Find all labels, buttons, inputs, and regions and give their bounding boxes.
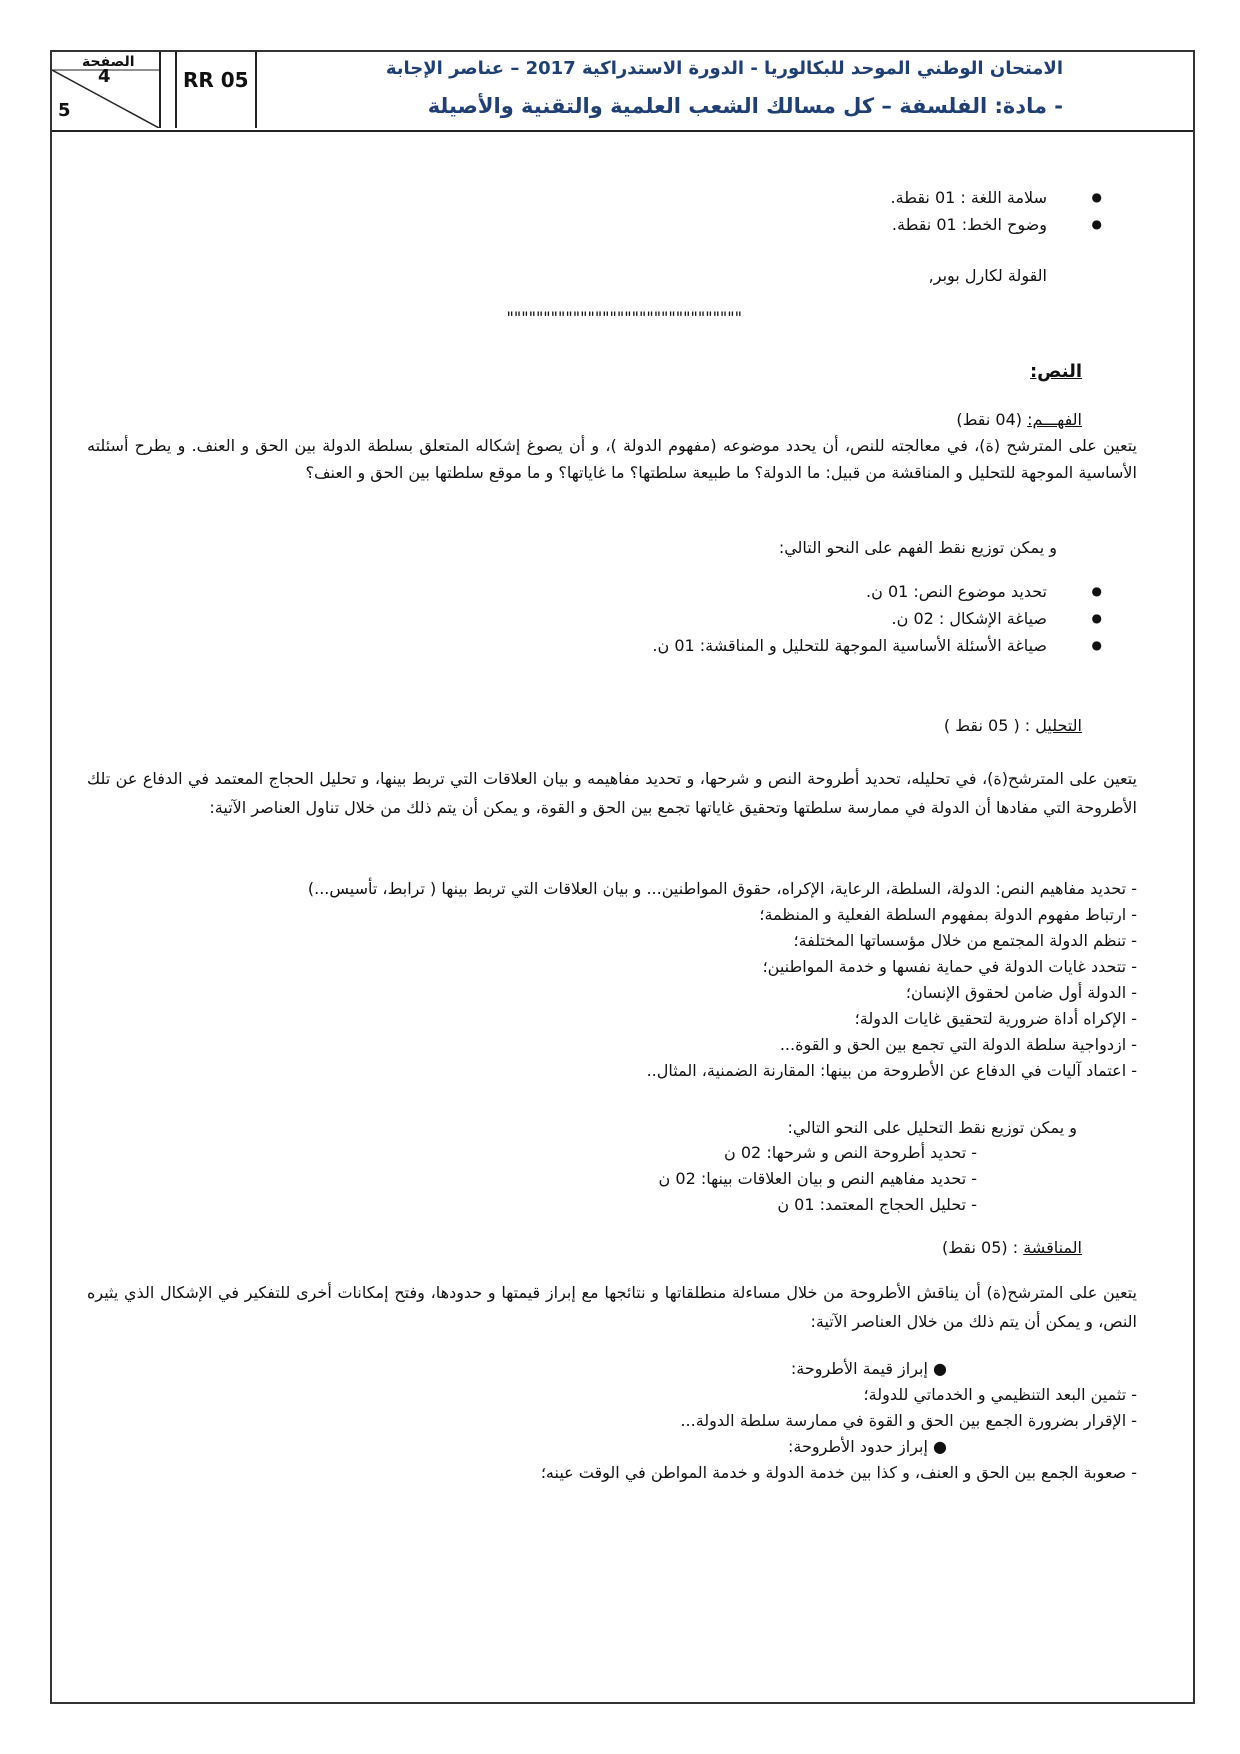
analysis-element: - تنظم الدولة المجتمع من خلال مؤسساتها المختلفة؛ — [793, 931, 1137, 950]
understanding-heading: الفهـــم: — [1027, 410, 1082, 429]
value-item: - الإقرار بضرورة الجمع بين الحق و القوة في ممارسة سلطة الدولة... — [680, 1411, 1137, 1430]
understanding-paragraph: يتعين على المترشح (ة)، في معالجته للنص، أن يحدد موضوعه (مفهوم الدولة )، و أن يصوغ إشكاله المتعلق بسلطة الدولة بين الحق و العنف. و يطرح أسئلته الأساسية الموجهة للتحليل و المناقشة من قبيل: ما الدولة؟ ما طبيعة سلطتها؟ ما غاياتها؟ و ما موقع سلطتها بين الحق و العنف؟ — [87, 436, 1137, 482]
analysis-heading-row — [182, 712, 1082, 739]
understanding-distribution — [147, 578, 1047, 659]
analysis-element: - تحديد مفاهيم النص: الدولة، السلطة، الرعاية، الإكراه، حقوق المواطنين... و بيان العلاقات التي تربط بينها ( ترابط، تأسيس...) — [307, 879, 1137, 898]
distribution-item: ● صياغة الإشكال : 02 ن. — [147, 605, 1047, 632]
analysis-element: - الدولة أول ضامن لحقوق الإنسان؛ — [905, 983, 1137, 1002]
criteria-list — [147, 184, 1047, 238]
distribution-item: ● صياغة الأسئلة الأساسية الموجهة للتحليل و المناقشة: 01 ن. — [147, 632, 1047, 659]
page-number: 4 — [98, 66, 111, 87]
analysis-element: - ارتباط مفهوم الدولة بمفهوم السلطة الفعلية و المنظمة؛ — [759, 905, 1137, 924]
analysis-element: - الإكراه أداة ضرورية لتحقيق غايات الدولة؛ — [854, 1009, 1137, 1028]
value-heading: ● إبراز قيمة الأطروحة: — [790, 1359, 947, 1378]
discussion-elements — [87, 1356, 1137, 1486]
limits-heading: ● إبراز حدود الأطروحة: — [788, 1437, 947, 1456]
value-item: - تثمين البعد التنظيمي و الخدماتي للدولة؛ — [863, 1385, 1137, 1404]
understanding-heading-row — [182, 406, 1082, 433]
exam-subject: - مادة: الفلسفة – كل مسالك الشعب العلمية والتقنية والأصيلة — [427, 94, 1063, 118]
analysis-elements — [87, 876, 1137, 1084]
total-pages: 5 — [58, 100, 71, 121]
criteria-item: ● وضوح الخط: 01 نقطة. — [147, 211, 1047, 238]
distribution-item: - تحديد مفاهيم النص و بيان العلاقات بينها: 02 ن — [658, 1169, 977, 1188]
understanding-distribution-intro: و يمكن توزيع نقط الفهم على النحو التالي: — [778, 538, 1057, 557]
discussion-heading: المناقشة — [1023, 1238, 1082, 1257]
distribution-item: - تحديد أطروحة النص و شرحها: 02 ن — [724, 1143, 977, 1162]
criteria-item: ● سلامة اللغة : 01 نقطة. — [147, 184, 1047, 211]
discussion-paragraph: يتعين على المترشح(ة) أن يناقش الأطروحة من خلال مساءلة منطلقاتها و نتائجها مع إبراز قيمتها و حدودها، وفتح إمكانات أخرى للتفكير في الإشكال الذي يثيره النص، و يمكن أن يتم ذلك من خلال العناصر الآتية: — [87, 1283, 1137, 1331]
exam-header — [52, 52, 1193, 132]
separator-line: """""""""""""""""""""""""""""""" — [506, 308, 742, 327]
analysis-paragraph: يتعين على المترشح(ة)، في تحليله، تحديد أطروحة النص و شرحها، و تحديد مفاهيمه و بيان العلاقات التي تربط بينها، و تحليل الحجاج المعتمد في الدفاع عن تلك الأطروحة التي مفادها أن الدولة في ممارسة سلطتها وتحقيق غاياتها تجمع بين الحق و القوة، و يمكن أن يتم ذلك من خلال تناول العناصر الآتية: — [87, 769, 1137, 817]
analysis-distribution-intro: و يمكن توزيع نقط التحليل على النحو التالي: — [787, 1118, 1077, 1137]
analysis-distribution — [177, 1140, 977, 1218]
analysis-element: - تتحدد غايات الدولة في حماية نفسها و خدمة المواطنين؛ — [762, 957, 1137, 976]
limits-item: - صعوبة الجمع بين الحق و العنف، و كذا بين خدمة الدولة و خدمة المواطن في الوقت عينه؛ — [540, 1463, 1137, 1482]
understanding-points: (04 نقط) — [956, 410, 1023, 429]
discussion-heading-row — [182, 1234, 1082, 1261]
distribution-item: ● تحديد موضوع النص: 01 ن. — [147, 578, 1047, 605]
analysis-element: - اعتماد آليات في الدفاع عن الأطروحة من بينها: المقارنة الضمنية، المثال.. — [646, 1061, 1137, 1080]
page-frame — [50, 50, 1195, 1704]
exam-code: RR 05 — [183, 68, 249, 92]
page-number-box — [52, 52, 161, 128]
analysis-points: : ( 05 نقط ) — [943, 716, 1031, 735]
analysis-element: - ازدواجية سلطة الدولة التي تجمع بين الحق و القوة... — [779, 1035, 1137, 1054]
page-label: الصفحة — [82, 54, 135, 70]
discussion-points: : (05 نقط) — [941, 1238, 1019, 1257]
exam-code-box — [175, 52, 257, 128]
section-title-text: النص: — [1029, 361, 1082, 382]
quote-attribution: القولة لكارل بوبر, — [928, 266, 1047, 285]
distribution-item: - تحليل الحجاج المعتمد: 01 ن — [777, 1195, 977, 1214]
analysis-heading: التحليل — [1035, 716, 1082, 735]
exam-title: الامتحان الوطني الموحد للبكالوريا - الدورة الاستدراكية 2017 – عناصر الإجابة — [385, 58, 1063, 79]
